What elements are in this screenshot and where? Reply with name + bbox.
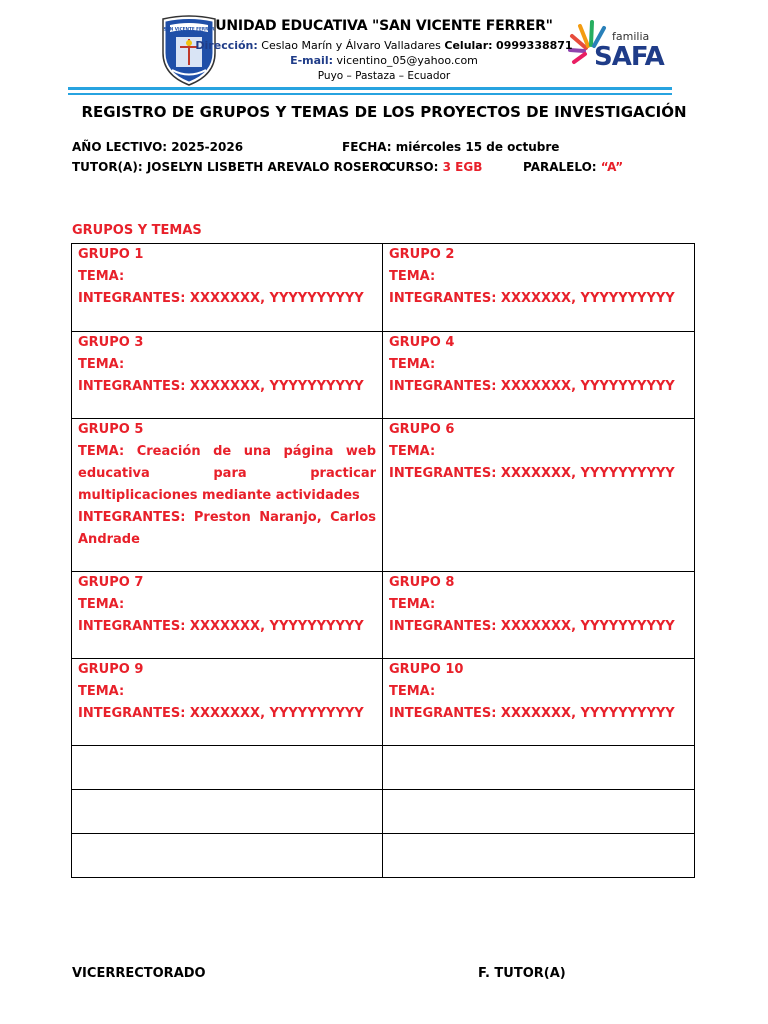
group-cell-7: [72, 572, 383, 659]
date-label: FECHA:: [342, 140, 392, 154]
email-value: vicentino_05@yahoo.com: [336, 54, 478, 67]
group-topic: TEMA:: [389, 269, 436, 284]
tutor-value: JOSELYN LISBETH AREVALO ROSERO: [146, 160, 390, 174]
email-line: [0, 54, 768, 67]
table-row-empty: [72, 834, 695, 878]
school-name: UNIDAD EDUCATIVA "SAN VICENTE FERRER": [215, 18, 553, 34]
group-topic: TEMA:: [389, 684, 436, 699]
date-field: [342, 140, 559, 154]
empty-cell: [383, 746, 695, 790]
empty-cell: [72, 834, 383, 878]
group-name: GRUPO 6: [389, 422, 455, 437]
group-topic: TEMA:: [389, 597, 436, 612]
location-line: Puyo – Pastaza – Ecuador: [317, 70, 451, 82]
group-topic: TEMA:: [78, 684, 125, 699]
group-topic: TEMA:: [389, 357, 436, 372]
phone-label: Celular:: [444, 39, 493, 52]
group-cell-3: [72, 332, 383, 419]
parallel-label: PARALELO:: [523, 160, 597, 174]
signature-vicerrectorado: VICERRECTORADO: [72, 966, 206, 981]
table-row-empty: [72, 790, 695, 834]
empty-cell: [72, 790, 383, 834]
group-members: INTEGRANTES: XXXXXXX, YYYYYYYYYY: [78, 379, 364, 394]
group-name: GRUPO 1: [78, 247, 144, 262]
table-row: [72, 659, 695, 746]
safa-brand-text: SAFA: [594, 42, 664, 72]
group-name: GRUPO 9: [78, 662, 144, 677]
section-title: GRUPOS Y TEMAS: [72, 223, 202, 238]
group-cell-9: [72, 659, 383, 746]
course-field: [387, 160, 482, 174]
group-name: GRUPO 5: [78, 422, 144, 437]
group-name: GRUPO 2: [389, 247, 455, 262]
year-label: AÑO LECTIVO:: [72, 140, 168, 154]
header-divider-thick: [68, 87, 672, 90]
empty-cell: [383, 790, 695, 834]
group-cell-1: [72, 244, 383, 332]
group-members: INTEGRANTES: XXXXXXX, YYYYYYYYYY: [78, 619, 364, 634]
table-row-empty: [72, 746, 695, 790]
group-members: INTEGRANTES: XXXXXXX, YYYYYYYYYY: [389, 466, 675, 481]
parallel-value: “A”: [600, 160, 624, 174]
group-topic: TEMA:: [78, 357, 125, 372]
group-cell-6: [383, 419, 695, 572]
safa-familia-text: familia: [612, 30, 650, 43]
groups-table: [71, 243, 695, 878]
group-topic: TEMA:: [389, 444, 436, 459]
table-row: [72, 332, 695, 419]
group-members: INTEGRANTES: XXXXXXX, YYYYYYYYYY: [389, 619, 675, 634]
empty-cell: [383, 834, 695, 878]
group-name: GRUPO 10: [389, 662, 464, 677]
date-value: miércoles 15 de octubre: [395, 140, 560, 154]
group-cell-2: [383, 244, 695, 332]
school-year: [72, 140, 243, 154]
tutor-label: TUTOR(A):: [72, 160, 143, 174]
table-row: [72, 244, 695, 332]
group-topic: TEMA: Creación de una página web educativa para practicar multiplicaciones mediante actividades: [78, 444, 376, 503]
group-topic: TEMA:: [78, 597, 125, 612]
address-line: [0, 39, 768, 52]
group-name: GRUPO 7: [78, 575, 144, 590]
svg-text:SAN VICENTE FERRER: SAN VICENTE FERRER: [163, 26, 215, 32]
group-members: INTEGRANTES: XXXXXXX, YYYYYYYYYY: [389, 706, 675, 721]
group-cell-10: [383, 659, 695, 746]
tutor-field: [72, 160, 389, 174]
year-value: 2025-2026: [171, 140, 244, 154]
group-cell-8: [383, 572, 695, 659]
table-row: [72, 572, 695, 659]
document-title: REGISTRO DE GRUPOS Y TEMAS DE LOS PROYECTOS DE INVESTIGACIÓN: [81, 103, 687, 121]
address-label: Dirección:: [195, 39, 258, 52]
course-label: CURSO:: [387, 160, 439, 174]
group-members: INTEGRANTES: XXXXXXX, YYYYYYYYYY: [78, 706, 364, 721]
table-row: [72, 419, 695, 572]
group-members: INTEGRANTES: XXXXXXX, YYYYYYYYYY: [78, 291, 364, 306]
phone-value: 0999338871: [496, 39, 573, 52]
group-topic: TEMA:: [78, 269, 125, 284]
group-name: GRUPO 3: [78, 335, 144, 350]
address-value: Ceslao Marín y Álvaro Valladares: [261, 39, 441, 52]
parallel-field: [523, 160, 623, 174]
group-members: INTEGRANTES: Preston Naranjo, Carlos Andrade: [78, 510, 376, 547]
email-label: E-mail:: [290, 54, 333, 67]
header-divider-thin: [68, 93, 672, 95]
course-value: 3 EGB: [442, 160, 483, 174]
signature-tutor: F. TUTOR(A): [478, 966, 566, 981]
group-members: INTEGRANTES: XXXXXXX, YYYYYYYYYY: [389, 291, 675, 306]
group-cell-5: [72, 419, 383, 572]
group-cell-4: [383, 332, 695, 419]
group-name: GRUPO 8: [389, 575, 455, 590]
empty-cell: [72, 746, 383, 790]
group-name: GRUPO 4: [389, 335, 455, 350]
group-members: INTEGRANTES: XXXXXXX, YYYYYYYYYY: [389, 379, 675, 394]
